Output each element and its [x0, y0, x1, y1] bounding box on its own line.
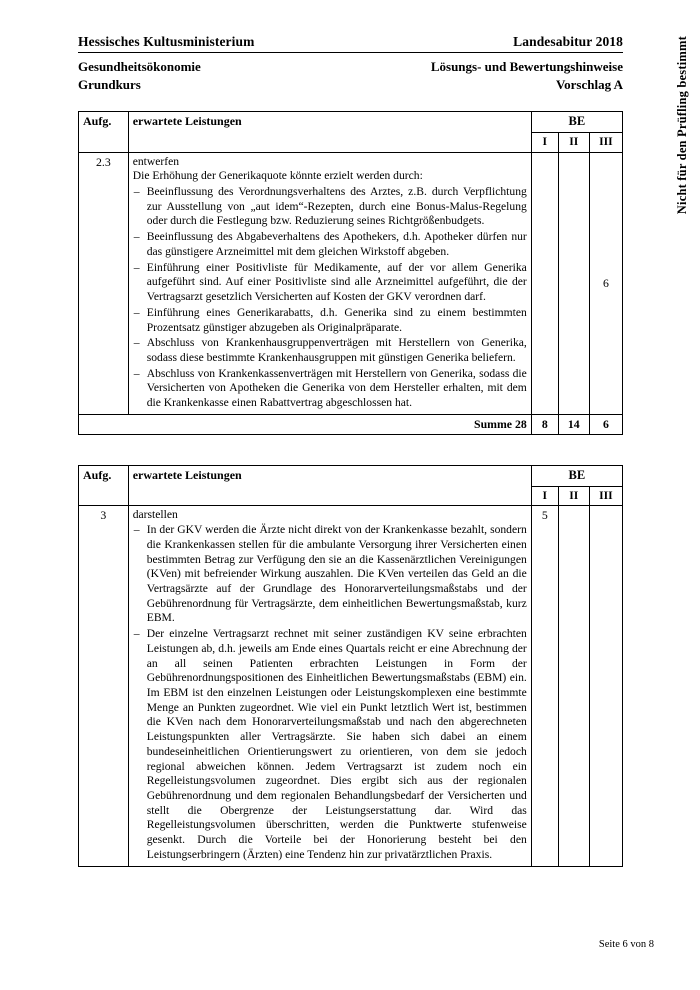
points-col-ii [558, 152, 589, 414]
assessment-table-2 [78, 465, 623, 867]
points-col-ii [558, 506, 589, 866]
list-item: – Einführung eines Generikarabatts, d.h. Generika sind zu einem bestimmten Prozentsatz günstiger abzugeben als Originalpräparate. [133, 306, 527, 335]
side-note-vertical: Nicht für den Prüfling bestimmt [675, 36, 689, 215]
sum-label: Summe 28 [79, 414, 532, 434]
header-be: BE [531, 112, 622, 133]
header-col-i: I [531, 132, 558, 152]
task-number: 2.3 [79, 152, 129, 414]
task-operator: darstellen [132, 508, 178, 522]
table-header-row-be [79, 465, 623, 486]
list-item: – Abschluss von Krankenkassenverträgen mit Herstellern von Generika, sodass die Versicherten von Apotheken die Generika von dem Hersteller erhalten, mit dem die Krankenkasse einen Rabattvertrag abgeschlossen hat. [133, 367, 527, 411]
task-lead: Die Erhöhung der Generikaquote könnte erzielt werden durch: [132, 169, 423, 183]
points-col-i: 5 [531, 506, 558, 866]
header-aufg: Aufg. [79, 465, 129, 506]
table-gap [78, 435, 623, 465]
list-item: – Beeinflussung des Verordnungsverhaltens des Arztes, z.B. durch Verpflichtung zur Ausstellung von „aut idem“-Rezepten, durch eine Bonus-Malus-Regelung oder durch die Festlegung bzw. Reduzierung seines Richtgrößenbudgets. [133, 185, 527, 229]
exam-title: Landesabitur 2018 [513, 34, 623, 49]
task-content [128, 506, 531, 866]
header-col-iii: III [589, 132, 622, 152]
task-operator: entwerfen [132, 154, 180, 168]
sum-row [79, 414, 623, 434]
list-item: – Abschluss von Krankenhausgruppenverträgen mit Herstellern von Generika, sodass diese bestimmte Krankenhausgruppen mit günstigen Generika beliefern. [133, 336, 527, 365]
points-col-iii: 6 [589, 152, 622, 414]
sum-col-iii: 6 [589, 414, 622, 434]
sum-col-i: 8 [531, 414, 558, 434]
header-col-iii: III [589, 486, 622, 506]
document-header [78, 34, 623, 50]
table-row [79, 506, 623, 866]
task-number: 3 [79, 506, 129, 866]
proposal-title: Vorschlag A [555, 77, 623, 92]
ministry-title: Hessisches Kultusministerium [78, 34, 255, 49]
header-leistungen: erwartete Leistungen [128, 465, 531, 506]
subject-title: Gesundheitsökonomie [78, 59, 201, 74]
table-header-row-be [79, 112, 623, 133]
assessment-table-1 [78, 111, 623, 435]
header-divider [78, 52, 623, 53]
subheader-first [78, 59, 623, 75]
course-title: Grundkurs [78, 77, 141, 92]
task-bullet-list [133, 185, 527, 411]
list-item: – Beeinflussung des Abgabeverhaltens des Apothekers, d.h. Apotheker dürfen nur das günstigere Arzneimittel mit dem gleichen Wirkstoff abgeben. [133, 230, 527, 259]
list-item: – In der GKV werden die Ärzte nicht direkt von der Krankenkasse bezahlt, sondern die Krankenkassen stellen für die ambulante Versorgung ihrer Versicherten einen bestimmten Betrag zur Verfügung den sie an die Kassenärztlichen Vereinigungen (KVen) mit befreiender Wirkung auszahlen. Die KVen verteilen das Geld an die Vertragsärzte auf der Grundlage des Honorarverteilungsmaßstabs und der Gebührenordnung für Vertragsärzte, dem einheitlichen Bewertungsmaßstab, kurz EBM. [133, 523, 527, 626]
page-footer: Seite 6 von 8 [598, 939, 654, 950]
points-col-i [531, 152, 558, 414]
sum-col-ii: 14 [558, 414, 589, 434]
header-aufg: Aufg. [79, 112, 129, 153]
subheader-second [78, 77, 623, 93]
header-col-i: I [531, 486, 558, 506]
header-col-ii: II [558, 132, 589, 152]
list-item: – Der einzelne Vertragsarzt rechnet mit seiner zuständigen KV seine erbrachten Leistungen ab, d.h. jeweils am Ende eines Quartals reicht er eine Abrechnung der an all seinen Patienten erbrachten Leistungen in Form der Gebührenordnungspositionen des Einheitlichen Bewertungsmaßstabs (EBM) ein. Im EBM ist den einzelnen Leistungen oder Leistungskomplexen eine bestimmte Menge an Punkten zugeordnet. Wie viel ein Punkt letztlich Wert ist, bestimmen die KVen nach dem Honorarverteilungsmaßstab und nach den abgerechneten Leistungspunkten aller Vertragsärzte. Sie haben sich dabei an einem bundeseinheitlichen Orientierungswert zu orientieren, von dem sie jedoch regional abweichen können. Jedem Vertragsarzt ist zudem noch ein Regelleistungsvolumen zugeordnet. Dies ergibt sich aus der regionalen Gebührenordnung und dem regionalen Behandlungsbedarf der Versicherten und stellt die Obergrenze der Leistungserstattung dar. Wird das Regelleistungsvolumen überschritten, werden die Punktwerte stufenweise gesenkt. Durch die Vorteile bei der Honorierung besteht bei den Leistungserbringern (Ärzten) eine Tendenz hin zur privatärztlichen Praxis. [133, 627, 527, 863]
document-content [78, 34, 623, 867]
task-content [128, 152, 531, 414]
header-be: BE [531, 465, 622, 486]
table-row [79, 152, 623, 414]
task-bullet-list [133, 523, 527, 863]
points-col-iii [589, 506, 622, 866]
header-col-ii: II [558, 486, 589, 506]
header-leistungen: erwartete Leistungen [128, 112, 531, 153]
list-item: – Einführung einer Positivliste für Medikamente, auf der vor allem Generika aufgeführt sind. Auf einer Positivliste sind alle Arzneimittel aufgeführt, die der Vertragsarzt gesetzlich Versicherten auf Kosten der GKV verordnen darf. [133, 261, 527, 305]
doc-type-title: Lösungs- und Bewertungshinweise [430, 59, 623, 74]
